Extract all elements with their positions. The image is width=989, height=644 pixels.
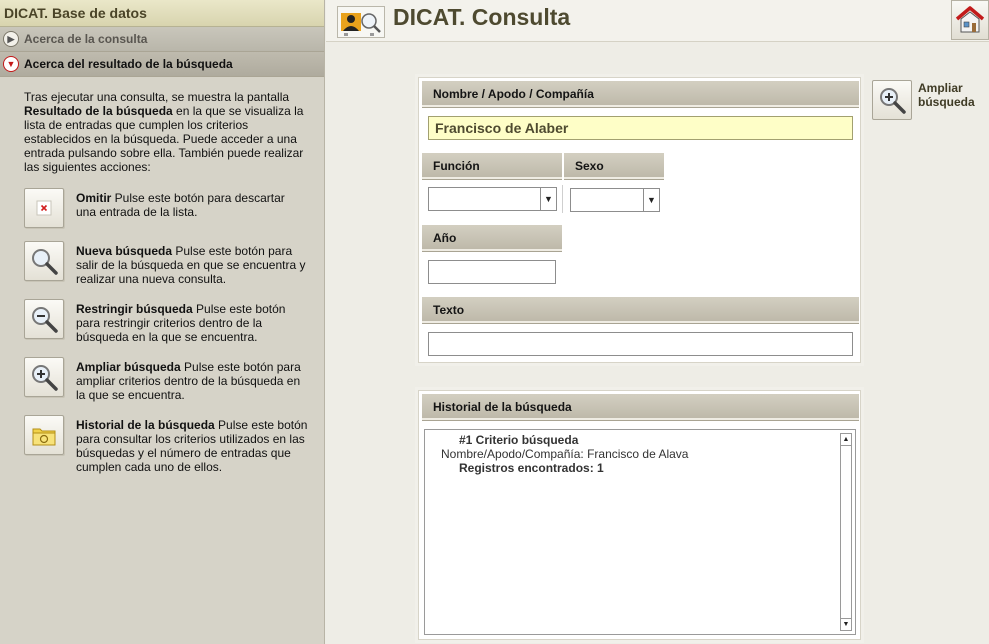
intro-bold: Resultado de la búsqueda [24,104,173,118]
history-entry-criteria: Nombre/Apodo/Compañía: Francisco de Alava [441,447,689,461]
action-desc: Pulse este botón para salir de la búsqueda en que se encuentra y realizar una nueva consulta. [76,244,306,286]
history-entry-title: #1 Criterio búsqueda [459,433,579,447]
action-name: Omitir [76,191,112,205]
chevron-down-icon: ▼ [540,188,556,210]
action-nueva-busqueda [24,241,308,286]
scroll-up-icon[interactable]: ▲ [841,434,851,446]
texto-input[interactable] [428,332,853,356]
texto-label: Texto [422,297,859,323]
history-label: Historial de la búsqueda [422,394,859,420]
home-icon [954,4,986,36]
history-entry-count: Registros encontrados: 1 [459,461,604,475]
zoom-in-icon [877,85,907,115]
action-name: Restringir búsqueda [76,302,193,316]
sidebar-title: DICAT. Base de datos [0,0,324,27]
history-panel [418,390,861,640]
intro-text: Tras ejecutar una consulta, se muestra la pantalla [24,90,290,104]
scroll-down-icon[interactable]: ▼ [841,618,851,630]
nombre-input[interactable]: Francisco de Alaber [428,116,853,140]
action-desc: Pulse este botón para consultar los criterios utilizados en las búsquedas y el número de entradas que cumplen cada uno de ellos. [76,418,308,474]
search-form-panel [418,77,861,363]
divider [562,185,563,213]
intro-text-rest: en la que se visualiza la lista de entradas que cumplen los criterios establecidos en la búsqueda. Puede acceder a una entrada pulsando sobre ella. También puede realizar las siguientes acciones: [24,104,304,174]
collapse-arrow-icon: ▼ [3,56,19,72]
expand-arrow-icon: ▶ [3,31,19,47]
action-name: Historial de la búsqueda [76,418,215,432]
funcion-select[interactable] [428,187,557,211]
action-historial-busqueda [24,415,308,474]
sexo-label: Sexo [564,153,664,179]
action-text [76,241,308,286]
history-list [424,429,856,635]
action-name: Nueva búsqueda [76,244,173,258]
help-content [0,77,324,474]
history-scrollbar[interactable] [840,433,852,631]
action-ampliar-busqueda [24,357,308,402]
action-text [76,299,308,344]
ampliar-busqueda-button[interactable] [872,80,912,120]
ampliar-busqueda-label[interactable]: Ampliar búsqueda [918,81,975,109]
section-acerca-resultado[interactable] [0,52,324,77]
action-omitir [24,188,308,228]
action-desc: Pulse este botón para descartar una entrada de la lista. [76,191,285,219]
header [326,0,989,42]
funcion-label: Función [422,153,562,179]
anio-label: Año [422,225,562,251]
action-restringir-busqueda [24,299,308,344]
anio-input[interactable] [428,260,556,284]
action-name: Ampliar búsqueda [76,360,181,374]
section-label: Acerca de la consulta [24,32,148,46]
action-desc: Pulse este botón para ampliar criterios dentro de la búsqueda en la que se encuentra. [76,360,301,402]
omit-icon [24,188,64,228]
help-intro [24,90,314,174]
action-text [76,357,308,402]
section-acerca-consulta[interactable] [0,27,324,52]
zoom-out-icon [24,299,64,339]
folder-icon [24,415,64,455]
action-text [76,188,308,219]
action-text [76,415,308,474]
chevron-down-icon: ▼ [643,189,659,211]
sidebar [0,0,325,644]
magnifier-icon [24,241,64,281]
search-person-icon [337,6,385,38]
page-title: DICAT. Consulta [393,4,571,30]
zoom-in-icon [24,357,64,397]
sexo-select[interactable] [570,188,660,212]
nombre-label: Nombre / Apodo / Compañía [422,81,859,107]
action-desc: Pulse este botón para restringir criterios dentro de la búsqueda en la que se encuentra. [76,302,286,344]
section-label: Acerca del resultado de la búsqueda [24,57,233,71]
home-button[interactable] [951,0,989,40]
